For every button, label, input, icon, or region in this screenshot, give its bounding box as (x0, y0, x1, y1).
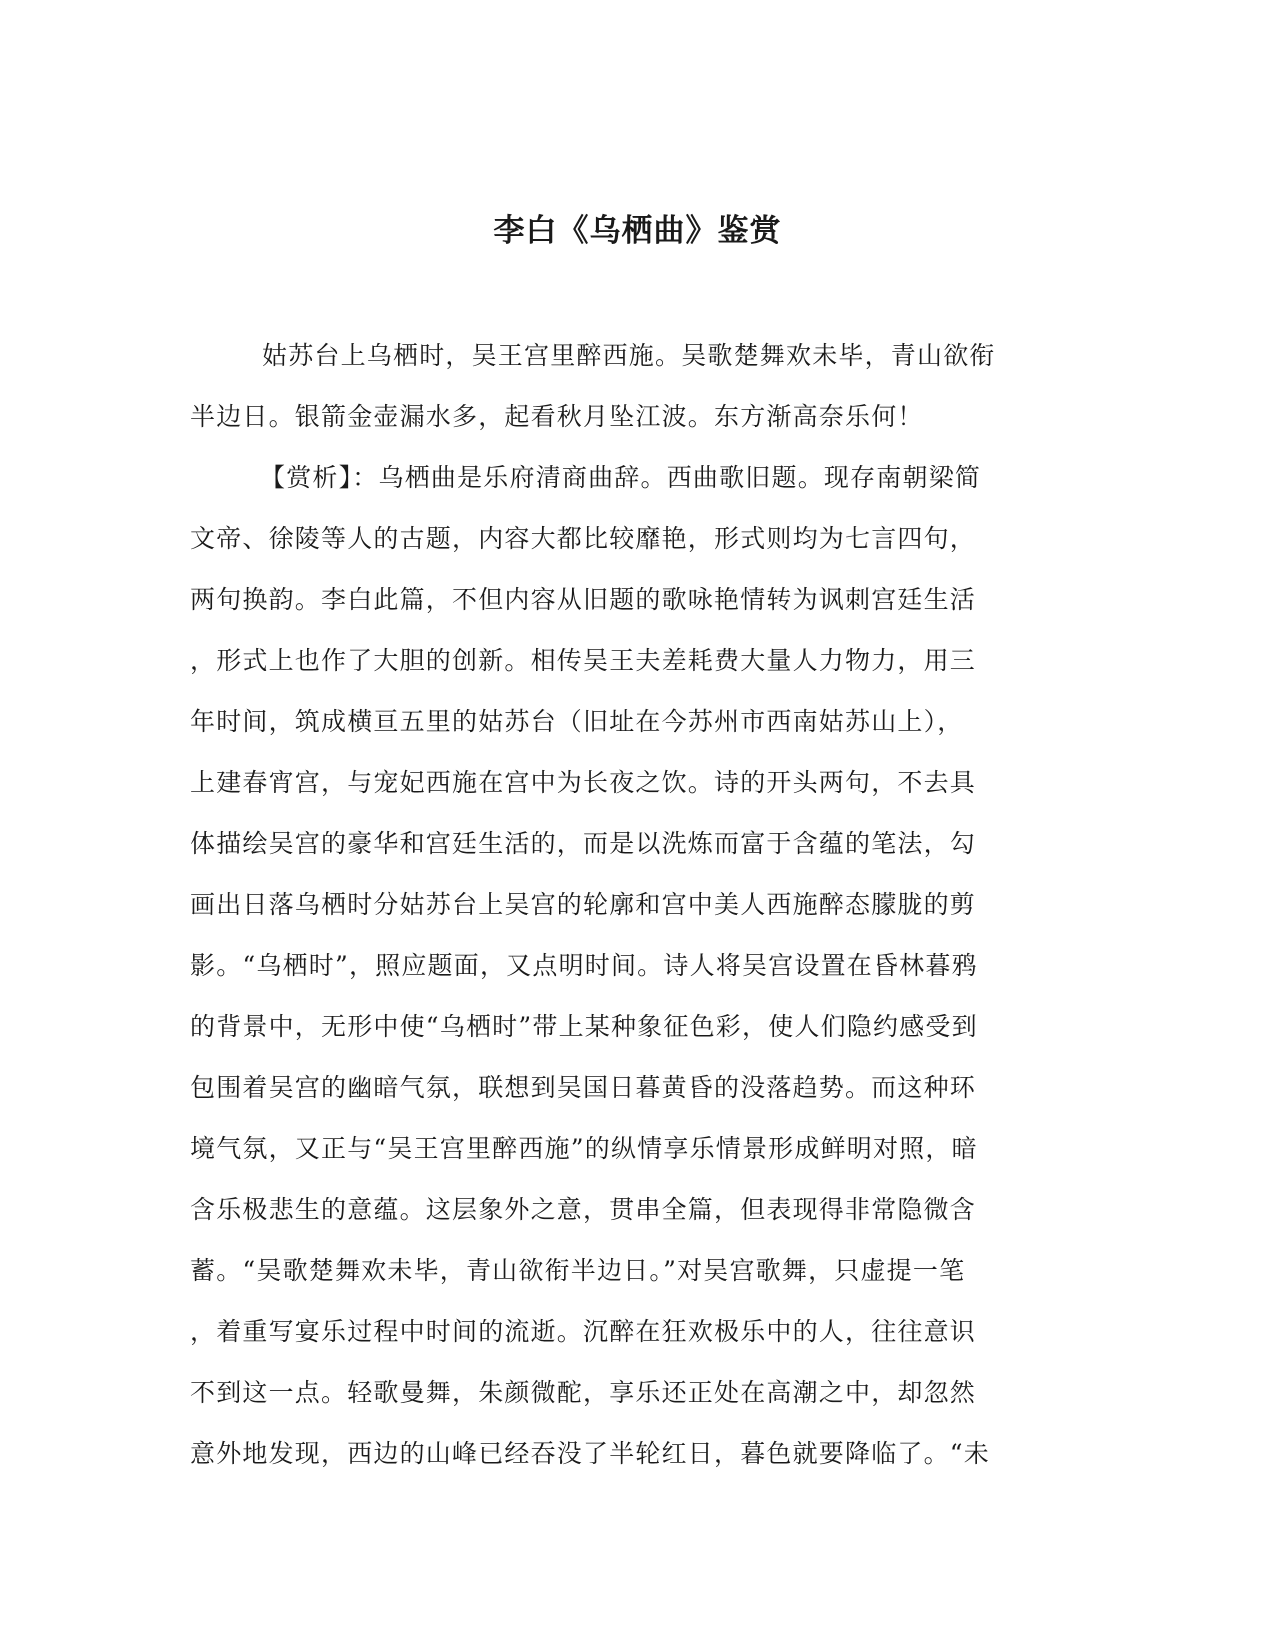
analysis-line: 上建春宵宫，与宠妃西施在宫中为长夜之饮。诗的开头两句，不去具 (190, 768, 977, 797)
analysis-line: 年时间，筑成横亘五里的姑苏台（旧址在今苏州市西南姑苏山上）， (190, 707, 964, 736)
document-body (190, 325, 1070, 1484)
analysis-line: ，形式上也作了大胆的创新。相传吴王夫差耗费大量人力物力，用三 (190, 646, 977, 675)
poem-line: 半边日。银箭金壶漏水多，起看秋月坠江波。东方渐高奈乐何！ (190, 402, 924, 431)
analysis-line: 体描绘吴宫的豪华和宫廷生活的，而是以洗炼而富于含蕴的笔法，勾 (190, 829, 977, 858)
analysis-line: 画出日落乌栖时分姑苏台上吴宫的轮廓和宫中美人西施醉态朦胧的剪 (190, 890, 977, 919)
analysis-line: 包围着吴宫的幽暗气氛，联想到吴国日暮黄昏的没落趋势。而这种环 (190, 1073, 977, 1102)
analysis-line: 境气氛，又正与“吴王宫里醉西施”的纵情享乐情景形成鲜明对照，暗 (190, 1134, 978, 1163)
analysis-line: 蓄。“吴歌楚舞欢未毕，青山欲衔半边日。”对吴宫歌舞，只虚提一笔 (190, 1256, 966, 1285)
poem-line: 姑苏台上乌栖时，吴王宫里醉西施。吴歌楚舞欢未毕，青山欲衔 (262, 341, 996, 370)
analysis-line: 不到这一点。轻歌曼舞，朱颜微酡，享乐还正处在高潮之中，却忽然 (190, 1378, 977, 1407)
analysis-line: 文帝、徐陵等人的古题，内容大都比较靡艳，形式则均为七言四句， (190, 524, 977, 553)
analysis-line: ，着重写宴乐过程中时间的流逝。沉醉在狂欢极乐中的人，往往意识 (190, 1317, 977, 1346)
analysis-line: 含乐极悲生的意蕴。这层象外之意，贯串全篇，但表现得非常隐微含 (190, 1195, 977, 1224)
analysis-line: 两句换韵。李白此篇，不但内容从旧题的歌咏艳情转为讽刺宫廷生活 (190, 585, 977, 614)
analysis-line: 影。“乌栖时”，照应题面，又点明时间。诗人将吴宫设置在昏林暮鸦 (190, 951, 978, 980)
page-title: 李白《乌栖曲》鉴赏 (493, 213, 782, 249)
analysis-line: 的背景中，无形中使“乌栖时”带上某种象征色彩，使人们隐约感受到 (190, 1012, 978, 1041)
analysis-line: 【赏析】：乌栖曲是乐府清商曲辞。西曲歌旧题。现存南朝梁简 (260, 463, 982, 492)
analysis-line: 意外地发现，西边的山峰已经吞没了半轮红日，暮色就要降临了。“未 (190, 1439, 990, 1468)
